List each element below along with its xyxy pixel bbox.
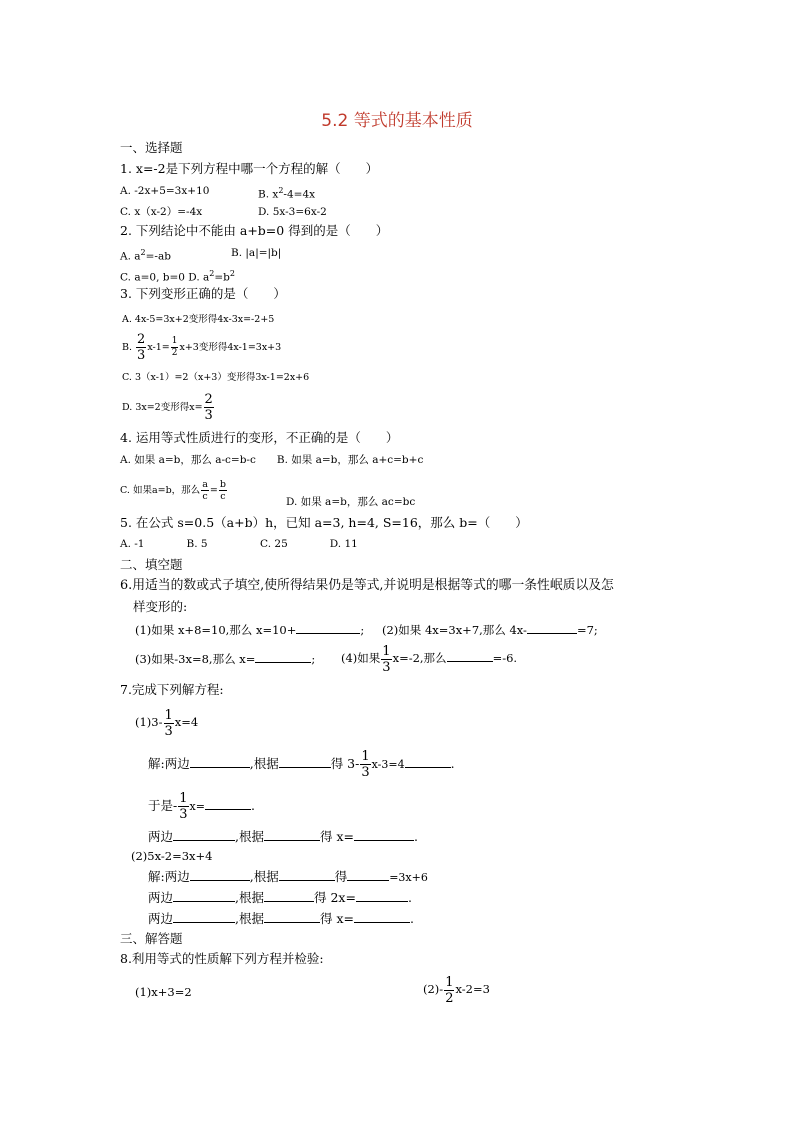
q3-b-fraction-2: $\frac{1}{2}$ [171,336,178,358]
section-heading-answer: 三、解答题 [120,931,183,946]
q1-option-c: C. x（x-2）=-4x [120,206,203,218]
q1-stem: 1. x=-2是下列方程中哪一个方程的解（ ） [120,161,379,176]
q8-stem: 8.利用等式的性质解下列方程并检验: [120,951,324,966]
q8-part1: (1)x+3=2 [135,985,192,999]
q3-stem: 3. 下列变形正确的是（ ） [120,286,286,301]
q6-part2: (2)如果 4x=3x+7,那么 4x- =7; [382,623,598,637]
q7-eq1: (1)3- $\frac{1}{3}$ x=4 [135,707,199,739]
page-title: 5.2 等式的基本性质 [321,111,473,131]
q7-step2: 于是- $\frac{1}{3}$ x= . [148,791,255,822]
answer-blank[interactable] [190,868,250,881]
answer-blank[interactable] [354,910,410,923]
q6-part4: (4)如果 $\frac{1}{3}$ x=-2,那么 =-6. [341,643,518,675]
q7-stem: 7.完成下列解方程: [120,682,224,697]
q7-step3: 两边 ,根据 得 x= . [148,829,418,844]
answer-blank[interactable] [279,868,335,881]
q2-option-b: B. |a|=|b| [231,247,282,259]
q3-b-fraction-1: $\frac{2}{3}$ [137,332,146,363]
answer-blank[interactable] [279,755,331,768]
q3-d-fraction: $\frac{2}{3}$ [204,392,213,423]
q6-line1: 6.用适当的数或式子填空,使所得结果仍是等式,并说明是根据等式的哪一条性岷质以及怎 [120,578,614,593]
answer-blank[interactable] [205,797,251,810]
answer-blank[interactable] [173,828,235,841]
q4-c-fraction-2: $\frac{b}{c}$ [219,478,226,502]
q7-step4: 解:两边 ,根据 得 =3x+6 [148,869,428,884]
answer-blank[interactable] [264,910,320,923]
answer-blank[interactable] [356,889,408,902]
q1-option-a: A. -2x+5=3x+10 [120,185,210,197]
q7-eq2: (2)5x-2=3x+4 [131,849,213,863]
q7-s2-fraction: $\frac{1}{3}$ [179,791,188,822]
q2-stem: 2. 下列结论中不能由 a+b=0 得到的是（ ） [120,223,389,238]
q1-option-b: B. $x^2-4=4x$ [258,186,316,201]
q7-step6: 两边 ,根据 得 x= . [148,911,414,926]
q4-stem: 4. 运用等式性质进行的变形，不正确的是（ ） [120,430,399,445]
answer-blank[interactable] [405,755,451,768]
q2-option-a: A. $a^2=-ab$ [120,248,171,263]
q2-option-cd: C. a=0, b=0 D. $a^2=b^2$ [120,269,235,284]
answer-blank[interactable] [354,828,414,841]
q6-line2: 样变形的: [133,599,188,614]
q7-s1-fraction: $\frac{1}{3}$ [361,749,370,780]
section-heading-choice: 一、选择题 [120,140,183,155]
q4-option-d: D. 如果 a=b，那么 ac=bc [286,496,416,508]
answer-blank[interactable] [190,755,250,768]
q5-stem: 5. 在公式 s=0.5（a+b）h，已知 a=3, h=4, S=16，那么 b=（ ） [120,515,528,530]
q7-step1: 解:两边 ,根据 得 3- $\frac{1}{3}$ x-3=4 . [148,749,455,780]
q3-option-c: C. 3（x-1）=2（x+3）变形得3x-1=2x+6 [122,372,310,383]
answer-blank[interactable] [347,868,389,881]
q1-option-d: D. 5x-3=6x-2 [258,206,327,218]
q5-options: A. -1 B. 5 C. 25 D. 11 [120,538,358,550]
q6-p4-fraction: $\frac{1}{3}$ [382,643,391,675]
q7-step5: 两边 ,根据 得 2x= . [148,890,412,905]
q4-c-fraction-1: $\frac{a}{c}$ [202,478,208,502]
q7-e1-fraction: $\frac{1}{3}$ [164,707,173,739]
answer-blank[interactable] [173,910,235,923]
answer-blank[interactable] [447,649,493,662]
answer-blank[interactable] [173,889,235,902]
answer-blank[interactable] [264,889,314,902]
answer-blank[interactable] [264,828,320,841]
q8-p2-fraction: $\frac{1}{2}$ [445,974,454,1006]
q3-option-b: B. $\frac{2}{3}$ x-1= $\frac{1}{2}$ x+3变形得4x-1=3x+3 [122,332,282,363]
answer-blank[interactable] [296,621,360,634]
q6-part1: (1)如果 x+8=10,那么 x=10+ ; [135,623,365,637]
q8-part2: (2)- $\frac{1}{2}$ x-2=3 [423,974,490,1006]
q4-option-c: C. 如果a=b，那么 $\frac{a}{c}$ = $\frac{b}{c}$ [120,478,226,502]
q3-option-d: D. 3x=2变形得x= $\frac{2}{3}$ [122,392,213,423]
section-heading-fill: 二、填空题 [120,557,183,572]
q6-part3: (3)如果-3x=8,那么 x= ; [135,652,316,666]
q3-option-a: A. 4x-5=3x+2变形得4x-3x=-2+5 [122,314,275,325]
answer-blank[interactable] [527,621,577,634]
q4-option-ab: A. 如果 a=b，那么 a-c=b-c B. 如果 a=b，那么 a+c=b+c [120,454,424,466]
answer-blank[interactable] [255,650,311,663]
